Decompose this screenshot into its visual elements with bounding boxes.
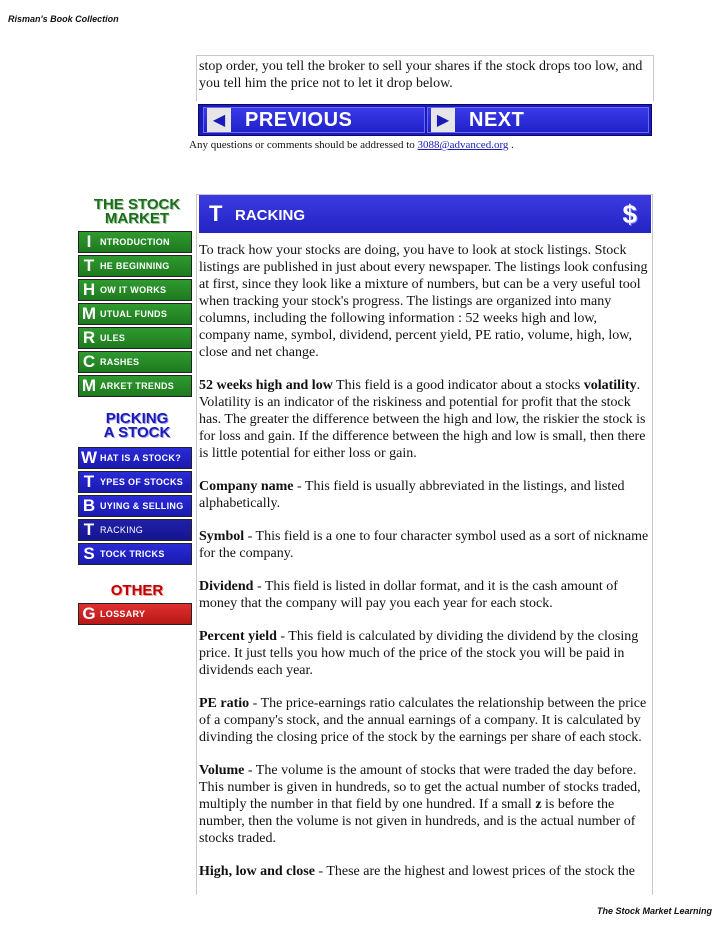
- stock-market-menu: [78, 231, 192, 399]
- nav-bar: [198, 104, 652, 136]
- menu-item-glossary[interactable]: G LOSSARY: [78, 603, 192, 625]
- menu-item-buying-selling[interactable]: B UYING & SELLING: [78, 495, 192, 517]
- contact-suffix: .: [511, 139, 514, 151]
- intro-paragraph: To track how your stocks are doing, you have to look at stock listings. Stock listings are published in just about every newspaper. The listings look confusing at first, since they look like a mixture of numbers, but can be a very useful tool when tracking your stock's progress. The listings are organized into many columns, including the following information : 52 weeks high and low, company name, symbol, dividend, percent yield, PE ratio, volume, high, low, close and net change.: [199, 243, 648, 360]
- paragraph-percent-yield: Percent yield - This field is calculated by dividing the dividend by the closing price. It just tells you how much of the price of the stock you will be paid in dividends each year.: [199, 629, 639, 678]
- menu-item-crashes[interactable]: C RASHES: [78, 351, 192, 373]
- contact-text: Any questions or comments should be addressed to: [189, 139, 415, 151]
- next-label: NEXT: [469, 108, 525, 131]
- arrow-right-icon: ▶: [431, 108, 455, 132]
- menu-item-types-of-stocks[interactable]: T YPES OF STOCKS: [78, 471, 192, 493]
- section-title-bar: [199, 195, 651, 233]
- menu-item-stock-tricks[interactable]: S TOCK TRICKS: [78, 543, 192, 565]
- top-text-box: [196, 55, 654, 101]
- menu-item-the-beginning[interactable]: T HE BEGINNING: [78, 255, 192, 277]
- menu-item-what-is-a-stock[interactable]: W HAT IS A STOCK?: [78, 447, 192, 469]
- top-text: stop order, you tell the broker to sell your shares if the stock drops too low, and you tell him the price not to let it drop below.: [199, 59, 643, 91]
- arrow-left-icon: ◀: [207, 108, 231, 132]
- page-header: Risman's Book Collection: [8, 14, 119, 24]
- menu-item-market-trends[interactable]: M ARKET TRENDS: [78, 375, 192, 397]
- contact-line: [189, 139, 514, 151]
- paragraph-symbol: Symbol - This field is a one to four character symbol used as a sort of nickname for the company.: [199, 529, 649, 561]
- previous-label: PREVIOUS: [245, 108, 353, 131]
- article-body: [199, 242, 651, 896]
- section-title: RACKING: [235, 207, 305, 224]
- paragraph-pe-ratio: PE ratio - The price-earnings ratio calculates the relationship between the price of a company's stock, and the annual earnings of a company. It is calculated by divinding the closing price of the stock by the earnings per share of each stock.: [199, 696, 647, 745]
- stock-market-heading: THE STOCK MARKET: [93, 196, 181, 227]
- content-panel: [196, 194, 653, 895]
- section-title-initial: T: [209, 201, 223, 226]
- picking-stock-menu: [78, 447, 192, 567]
- menu-item-rules[interactable]: R ULES: [78, 327, 192, 349]
- contact-email-link[interactable]: 3088@advanced.org: [417, 139, 509, 151]
- menu-item-how-it-works[interactable]: H OW IT WORKS: [78, 279, 192, 301]
- dollar-icon: $: [622, 199, 637, 229]
- paragraph-52-weeks: 52 weeks high and low This field is a good indicator about a stocks volatility. Volatility is an indicator of the riskiness and potential for profit that the stock has. The greater the difference between the high and low, the riskier the stock is for loss and gain. If the difference between the high and low is small, then there is little potential for either loss or gain.: [199, 378, 646, 461]
- paragraph-volume: Volume - The volume is the amount of stocks that were traded the day before. This number is given in hundreds, so to get the actual number of stocks traded, multiply the number in that field by one hundred. If a small z is before the number, then the volume is not given in hundreds, and is the actual number of stocks traded.: [199, 763, 641, 846]
- other-menu: [78, 603, 192, 627]
- menu-item-tracking[interactable]: T RACKING: [78, 519, 192, 541]
- page-footer: The Stock Market Learning: [596, 906, 712, 916]
- menu-item-mutual-funds[interactable]: M UTUAL FUNDS: [78, 303, 192, 325]
- paragraph-high-low-close: High, low and close - These are the highest and lowest prices of the stock the: [199, 864, 635, 879]
- picking-stock-heading: PICKING A STOCK: [103, 410, 171, 441]
- next-button[interactable]: [427, 107, 649, 133]
- paragraph-company-name: Company name - This field is usually abbreviated in the listings, and listed alphabetically.: [199, 479, 625, 511]
- paragraph-dividend: Dividend - This field is listed in dollar format, and it is the cash amount of money that the company will pay you each year for each stock.: [199, 579, 618, 611]
- menu-item-introduction[interactable]: I NTRODUCTION: [78, 231, 192, 253]
- other-heading: OTHER: [110, 582, 164, 599]
- previous-button[interactable]: [203, 107, 425, 133]
